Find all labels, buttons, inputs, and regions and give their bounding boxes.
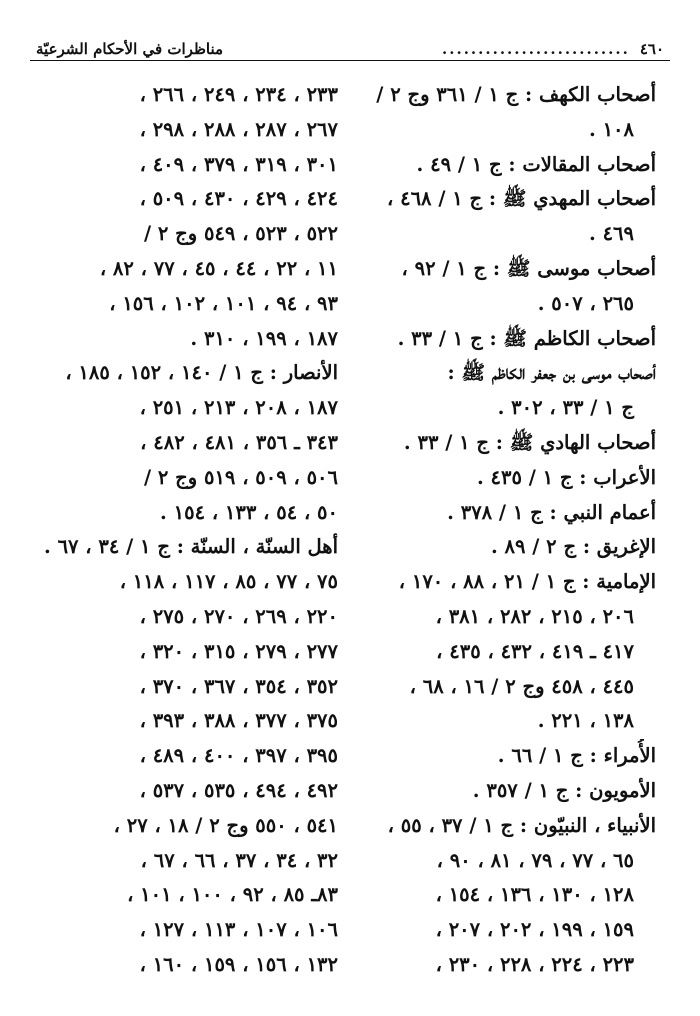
index-line: أصحاب المقالات : ج ١ / ٤٩ . [416,152,656,176]
index-line: ٧٥ ، ٧٧ ، ٨٥ ، ١١٧ ، ١١٨ ، [119,570,338,594]
index-line: ١١ ، ٢٢ ، ٤٤ ، ٤٥ ، ٧٧ ، ٨٢ ، [99,256,338,280]
index-line: ج ١ / ٣٣ ، ٣٠٢ . [497,396,634,420]
index-line: ٢٢٣ ، ٢٢٤ ، ٢٢٨ ، ٢٣٠ ، [435,952,634,976]
index-line: ٤١٧ ـ ٤١٩ ، ٤٣٢ ، ٤٣٥ ، [436,639,634,663]
running-header [36,32,664,58]
index-line: الأنبياء ، النبيّون : ج ١ / ٣٧ ، ٥٥ ، [387,813,656,837]
index-line: الإمامية : ج ١ / ٢١ ، ٨٨ ، ١٧٠ ، [398,570,656,594]
index-line: ٢٠٦ ، ٢١٥ ، ٢٨٢ ، ٣٨١ ، [435,604,634,628]
index-line: ١٢٨ ، ١٣٠ ، ١٣٦ ، ١٥٤ ، [435,883,634,907]
index-line: ٣٤٣ ـ ٣٥٦ ، ٤٨١ ، ٤٨٢ ، [140,430,338,454]
index-column-left [38,78,338,983]
index-line: ٢٦٧ ، ٢٨٧ ، ٢٨٨ ، ٢٩٨ ، [139,117,338,141]
index-line: الأُمراء : ج ١ / ٦٦ . [497,744,656,768]
index-line: أهل السنّة ، السنّة : ج ١ / ٣٤ ، ٦٧ . [43,535,338,559]
index-line: ٣٧٥ ، ٣٧٧ ، ٣٨٨ ، ٣٩٣ ، [139,709,338,733]
index-line: ٣٩٥ ، ٣٩٧ ، ٤٠٠ ، ٤٨٩ ، [139,744,338,768]
index-line: ٢٣٣ ، ٢٣٤ ، ٢٤٩ ، ٢٦٦ ، [139,83,338,106]
running-title: مناظرات في الأحكام الشرعيّة [36,40,224,58]
index-line: ١٨٧ ، ٢٠٨ ، ٢١٣ ، ٢٥١ ، [139,396,338,420]
index-line: ٦٥ ، ٧٧ ، ٧٩ ، ٨١ ، ٩٠ ، [436,848,634,872]
index-line: ٢٢٠ ، ٢٦٩ ، ٢٧٠ ، ٢٧٥ ، [139,604,338,628]
index-line: ٥٤١ ، ٥٥٠ وج ٢ / ١٨ ، ٢٧ ، [113,813,338,837]
index-line: ١٣٨ ، ٢٢١ . [537,709,634,733]
index-line: أصحاب الهادي ﷺ : ج ١ / ٣٣ . [403,430,656,454]
index-line: الأمويون : ج ١ / ٣٥٧ . [472,778,656,802]
index-line: الإغريق : ج ٢ / ٨٩ . [490,535,656,559]
index-line: ١٠٨ . [589,117,634,141]
index-line: ٢٦٥ ، ٥٠٧ . [537,291,634,315]
page-number: ٤٦٠ [639,40,664,58]
index-line: ٣٢ ، ٣٤ ، ٣٧ ، ٦٦ ، ٦٧ ، [140,848,338,872]
index-line: ٤٩٢ ، ٤٩٤ ، ٥٣٥ ، ٥٣٧ ، [139,778,338,802]
index-line: ١٠٦ ، ١٠٧ ، ١١٣ ، ١٢٧ ، [139,918,338,942]
leader-dots: .......................... [442,40,630,58]
index-line: ٥٠٦ ، ٥٠٩ ، ٥١٩ وج ٢ / [143,465,338,489]
index-line: أعمام النبي : ج ١ / ٣٧٨ . [447,500,656,524]
header-rule [30,60,670,61]
index-line: ١٣٢ ، ١٥٦ ، ١٥٩ ، ١٦٠ ، [139,952,338,976]
index-line: ٣٥٢ ، ٣٥٤ ، ٣٦٧ ، ٣٧٠ ، [139,674,338,698]
index-line: ٥٢٢ ، ٥٢٣ ، ٥٤٩ وج ٢ / [143,222,338,246]
index-line: أصحاب الكهف : ج ١ / ٣٦١ وج ٢ / [376,83,656,106]
index-line: ٨٣ـ ٨٥ ، ٩٢ ، ١٠٠ ، ١٠١ ، [127,883,338,907]
index-line: ٩٣ ، ٩٤ ، ١٠١ ، ١٠٢ ، ١٥٦ ، [109,291,338,315]
index-line: ٢٧٧ ، ٢٧٩ ، ٣١٥ ، ٣٢٠ ، [139,639,338,663]
index-line: ٥٠ ، ٥٤ ، ١٣٣ ، ١٥٤ . [160,500,338,524]
index-line: الأعراب : ج ١ / ٤٣٥ . [476,465,656,489]
index-line: ٤٤٥ ، ٤٥٨ وج ٢ / ١٦ ، ٦٨ ، [409,674,634,698]
index-line: ١٨٧ ، ١٩٩ ، ٣١٠ . [190,326,338,350]
index-line: ٤٢٤ ، ٤٢٩ ، ٤٣٠ ، ٥٠٩ ، [139,187,338,211]
index-line: أصحاب موسى ﷺ : ج ١ / ٩٢ ، [401,256,656,280]
index-line: ١٥٩ ، ١٩٩ ، ٢٠٢ ، ٢٠٧ ، [435,918,634,942]
index-column-right [356,78,656,983]
index-line: أصحاب المهدي ﷺ : ج ١ / ٤٦٨ ، [387,187,656,211]
index-line: ٣٠١ ، ٣١٩ ، ٣٧٩ ، ٤٠٩ ، [139,152,338,176]
index-line: ٤٦٩ . [589,222,634,246]
index-line: أصحاب موسى بن جعفر الكاظم ﷺ : [447,361,656,385]
index-line: أصحاب الكاظم ﷺ : ج ١ / ٣٣ . [397,326,656,350]
index-line: الأنصار : ج ١ / ١٤٠ ، ١٥٢ ، ١٨٥ ، [65,361,338,385]
